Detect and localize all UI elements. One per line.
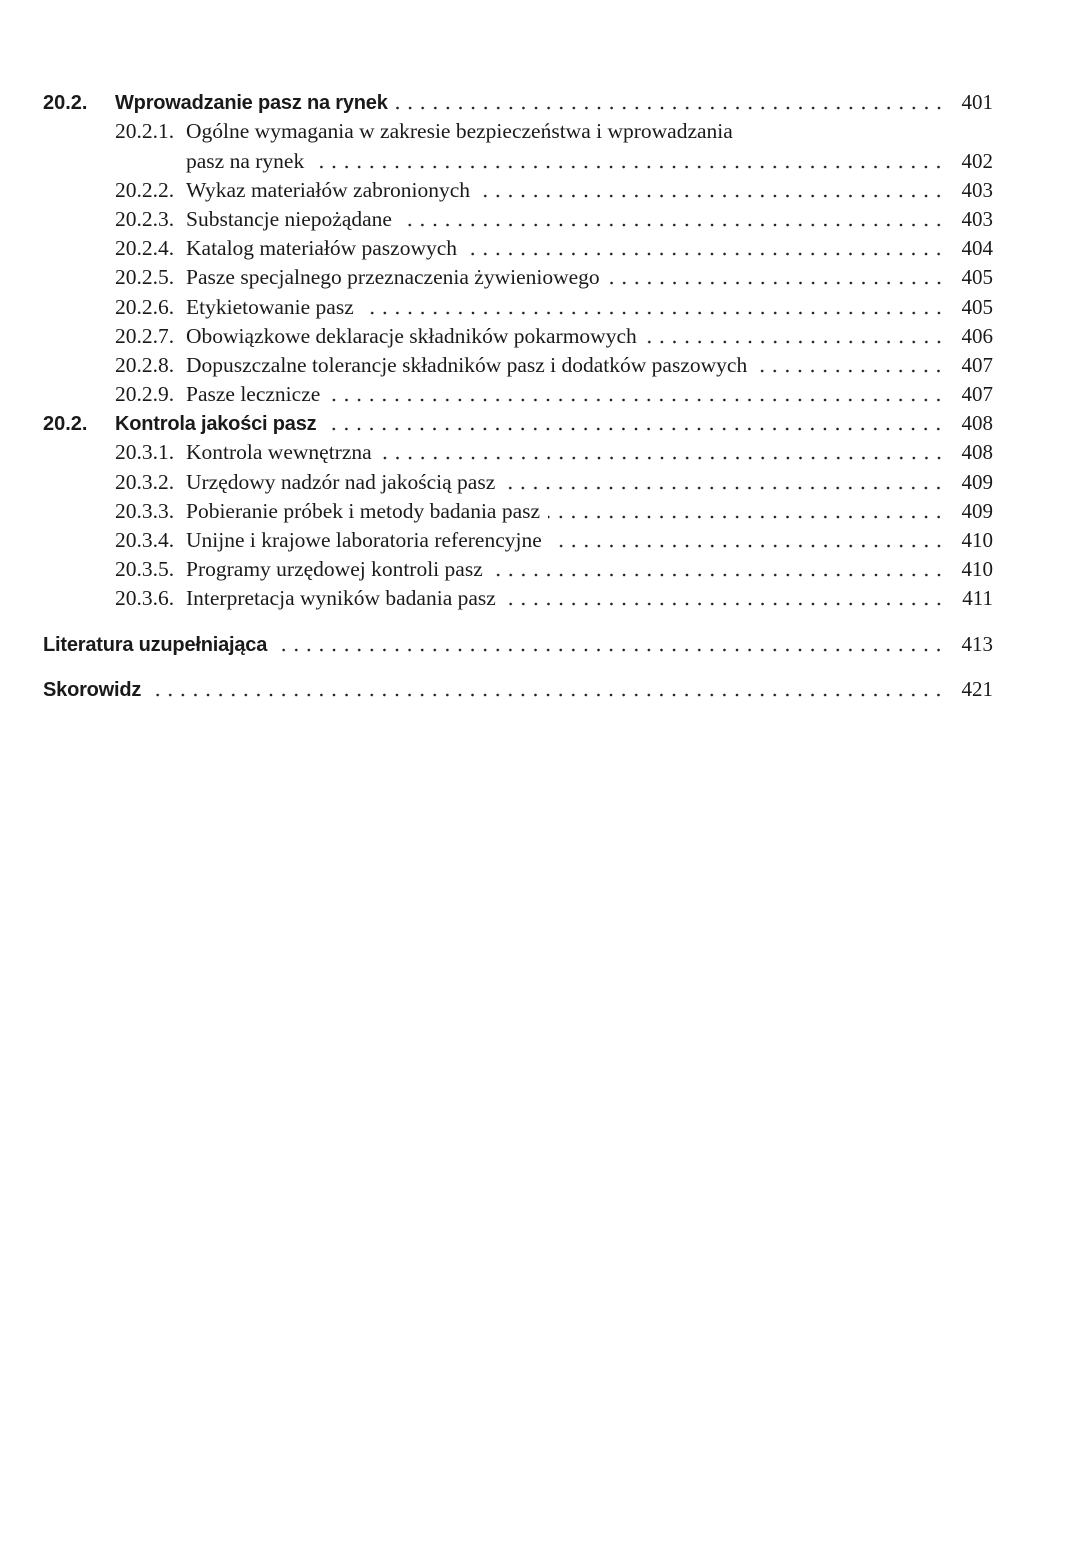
entry-title: pasz na rynek bbox=[186, 148, 305, 173]
toc-entry bbox=[43, 349, 993, 378]
toc-entry bbox=[43, 144, 993, 173]
entry-number: 20.2.9. bbox=[115, 382, 175, 407]
toc-entry bbox=[43, 261, 993, 290]
dot-leader bbox=[149, 678, 945, 698]
dot-leader bbox=[380, 441, 945, 461]
entry-title: Pobieranie próbek i metody badania pasz bbox=[186, 498, 541, 523]
toc-chapter-entry bbox=[43, 627, 993, 656]
dot-leader bbox=[548, 500, 945, 520]
toc-entry bbox=[43, 174, 993, 203]
entry-number: 20.2.5. bbox=[115, 265, 175, 290]
toc-entry bbox=[43, 290, 993, 319]
page-number: 409 bbox=[961, 498, 993, 523]
entry-number: 20.2.8. bbox=[115, 352, 175, 377]
toc-entry bbox=[43, 465, 993, 494]
dot-leader bbox=[328, 383, 945, 403]
entry-number: 20.2. bbox=[43, 413, 88, 436]
dot-leader bbox=[312, 150, 945, 170]
entry-number: 20.3.3. bbox=[115, 498, 175, 523]
entry-title: Interpretacja wyników badania pasz bbox=[186, 586, 496, 611]
entry-number: 20.2.4. bbox=[115, 236, 175, 261]
toc-entry bbox=[43, 378, 993, 407]
page-number: 404 bbox=[961, 236, 993, 261]
dot-leader bbox=[503, 471, 945, 491]
dot-leader bbox=[324, 412, 945, 432]
entry-title: Ogólne wymagania w zakresie bezpieczeństwa i wprowadzania bbox=[186, 119, 733, 144]
toc-entry bbox=[43, 320, 993, 349]
toc-entry bbox=[43, 495, 993, 524]
page-number: 405 bbox=[961, 294, 993, 319]
entry-number: 20.3.5. bbox=[115, 557, 175, 582]
toc-entry bbox=[43, 203, 993, 232]
page-number: 406 bbox=[961, 323, 993, 348]
entry-title: Programy urzędowej kontroli pasz bbox=[186, 557, 483, 582]
entry-number: 20.3.6. bbox=[115, 586, 175, 611]
entry-number: 20.3.1. bbox=[115, 440, 175, 465]
entry-title: Skorowidz bbox=[43, 678, 142, 701]
table-of-contents bbox=[43, 86, 993, 702]
entry-title: Obowiązkowe deklaracje składników pokarmowych bbox=[186, 323, 637, 348]
page-number: 408 bbox=[961, 411, 993, 436]
toc-section-entry bbox=[43, 407, 993, 436]
entry-title: Substancje niepożądane bbox=[186, 206, 392, 231]
entry-title: Katalog materiałów paszowych bbox=[186, 236, 458, 261]
page-number: 407 bbox=[961, 382, 993, 407]
toc-chapter-entry bbox=[43, 673, 993, 702]
page-number: 402 bbox=[961, 148, 993, 173]
entry-number: 20.2.1. bbox=[115, 119, 175, 144]
dot-leader bbox=[645, 325, 945, 345]
entry-title: Kontrola wewnętrzna bbox=[186, 440, 372, 465]
dot-leader bbox=[491, 558, 945, 578]
page-number: 403 bbox=[961, 206, 993, 231]
entry-number: 20.3.2. bbox=[115, 469, 175, 494]
dot-leader bbox=[478, 179, 945, 199]
dot-leader bbox=[550, 529, 945, 549]
page-number: 405 bbox=[961, 265, 993, 290]
entry-title: Dopuszczalne tolerancje składników pasz i dodatków paszowych bbox=[186, 352, 748, 377]
entry-title: Wprowadzanie pasz na rynek bbox=[115, 92, 388, 115]
page-number: 403 bbox=[961, 177, 993, 202]
entry-title: Urzędowy nadzór nad jakością pasz bbox=[186, 469, 496, 494]
dot-leader bbox=[504, 587, 945, 607]
toc-entry bbox=[43, 115, 993, 144]
entry-number: 20.2.7. bbox=[115, 323, 175, 348]
entry-title: Etykietowanie pasz bbox=[186, 294, 354, 319]
entry-number: 20.2. bbox=[43, 92, 88, 115]
toc-entry bbox=[43, 553, 993, 582]
dot-leader bbox=[275, 633, 945, 653]
toc-entry bbox=[43, 232, 993, 261]
page-number: 410 bbox=[961, 528, 993, 552]
page-number: 401 bbox=[961, 90, 993, 115]
toc-entry bbox=[43, 524, 993, 553]
entry-number: 20.2.2. bbox=[115, 177, 175, 202]
toc-section-entry bbox=[43, 86, 993, 115]
page-number: 413 bbox=[961, 631, 993, 656]
dot-leader bbox=[362, 296, 945, 316]
entry-number: 20.2.3. bbox=[115, 206, 175, 231]
entry-title: Literatura uzupełniająca bbox=[43, 633, 268, 656]
dot-leader bbox=[755, 354, 945, 374]
dot-leader bbox=[396, 91, 945, 111]
page-number: 407 bbox=[961, 352, 993, 377]
entry-title: Wykaz materiałów zabronionych bbox=[186, 177, 471, 202]
entry-title: Pasze specjalnego przeznaczenia żywieniowego bbox=[186, 265, 600, 290]
dot-leader bbox=[608, 266, 945, 286]
dot-leader bbox=[465, 237, 945, 257]
toc-entry bbox=[43, 582, 993, 611]
dot-leader bbox=[400, 208, 945, 228]
dot-leader bbox=[741, 120, 945, 140]
entry-number: 20.2.6. bbox=[115, 294, 175, 319]
page-number: 409 bbox=[961, 469, 993, 494]
entry-title: Pasze lecznicze bbox=[186, 382, 321, 407]
entry-title: Kontrola jakości pasz bbox=[115, 413, 317, 436]
page-number: 411 bbox=[962, 586, 993, 611]
entry-title: Unijne i krajowe laboratoria referencyjne bbox=[186, 528, 542, 552]
page-number: 410 bbox=[961, 557, 993, 582]
page-number: 421 bbox=[961, 676, 993, 701]
page-number: 408 bbox=[961, 440, 993, 465]
entry-number: 20.3.4. bbox=[115, 528, 175, 552]
toc-entry bbox=[43, 436, 993, 465]
